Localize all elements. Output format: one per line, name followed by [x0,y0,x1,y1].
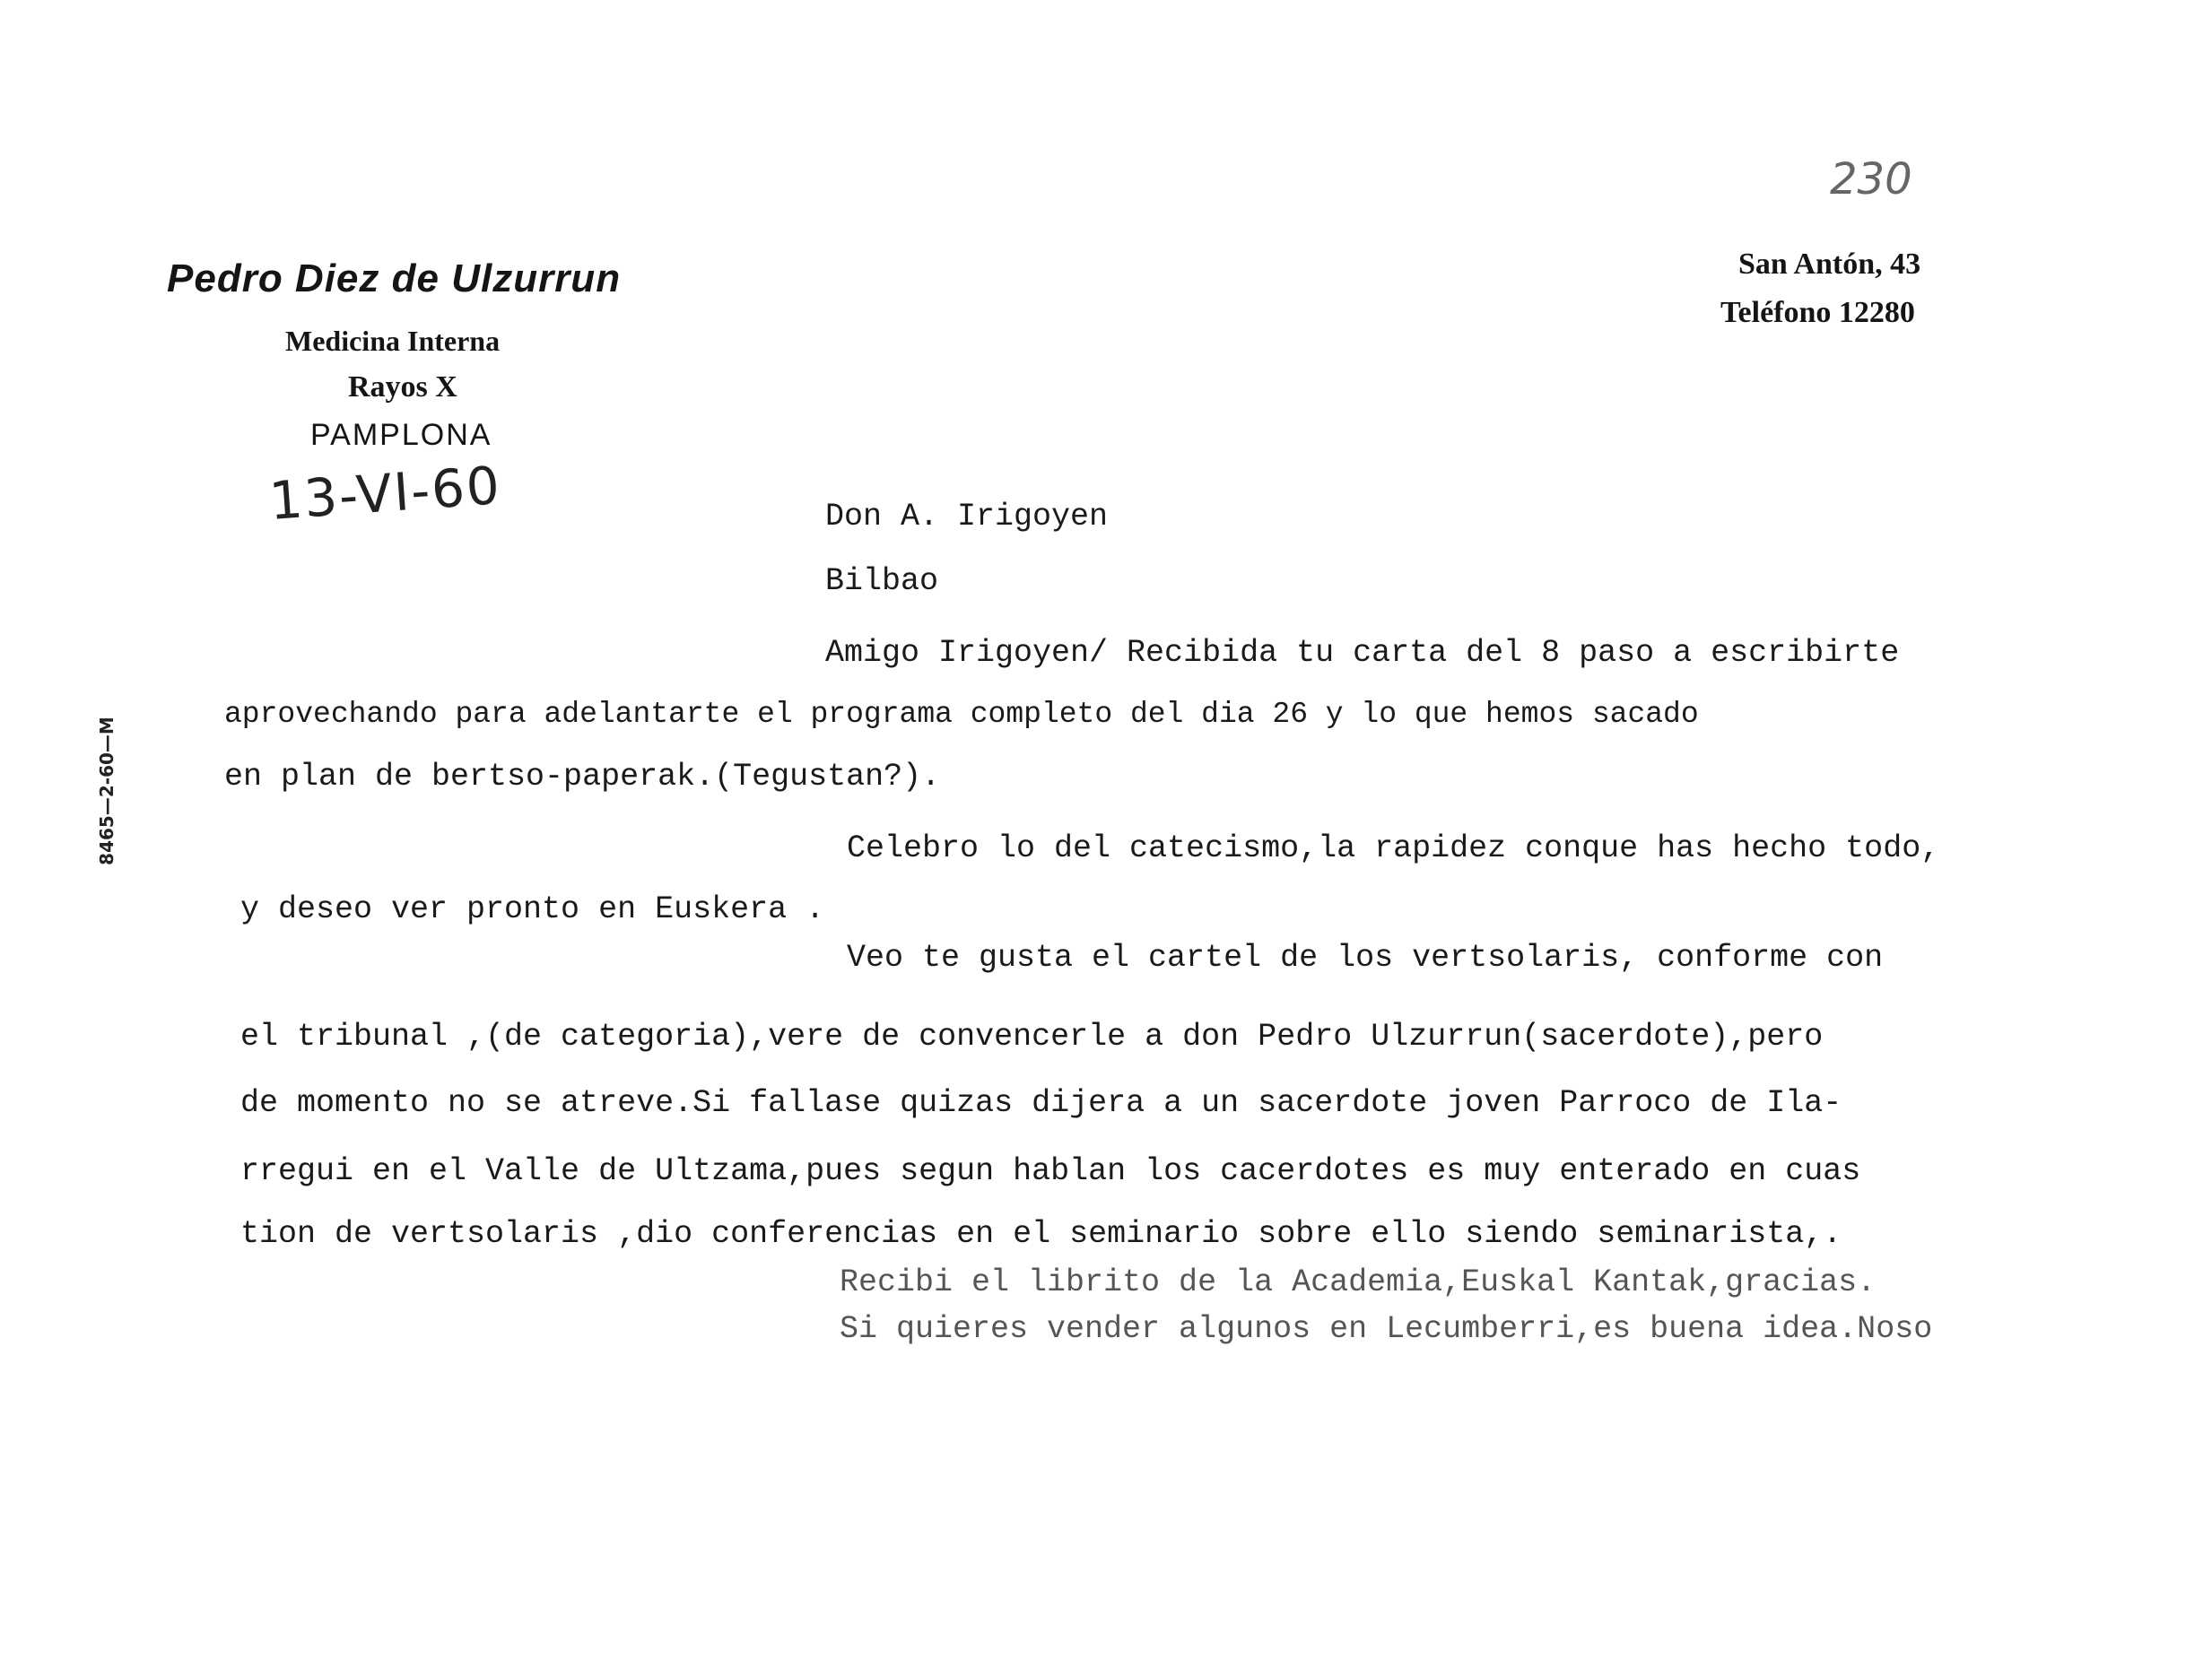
letterhead-city: PAMPLONA [310,418,492,452]
letter-line: tion de vertsolaris ,dio conferencias en el seminario sobre ello siendo seminarista,. [240,1216,1842,1252]
letterhead-address: San Antón, 43 [1738,248,1921,281]
letter-line: Veo te gusta el cartel de los vertsolaris, conforme con [847,940,1884,976]
letter-line: el tribunal ,(de categoria),vere de convencerle a don Pedro Ulzurrun(sacerdote),pero [240,1019,1824,1055]
letter-line: aprovechando para adelantarte el programa completo del dia 26 y lo que hemos sacado [224,698,1699,731]
handwritten-page-number: 230 [1830,154,1912,204]
letter-line: Amigo Irigoyen/ Recibida tu carta del 8 paso a escribirte [825,635,1900,671]
letter-line: y deseo ver pronto en Euskera . [240,891,825,927]
handwritten-date: 13-VI-60 [266,455,503,532]
letterhead-rayos: Rayos X [348,370,457,404]
letter-line: rregui en el Valle de Ultzama,pues segun hablan los cacerdotes es muy enterado en cuas [240,1153,1861,1189]
margin-archive-code: 8465—2-60—M [95,717,118,865]
letter-line: en plan de bertso-paperak.(Tegustan?). [224,759,941,795]
letterhead-name: Pedro Diez de Ulzurrun [167,256,622,300]
letter-line: Recibi el librito de la Academia,Euskal Kantak,gracias. [840,1264,1877,1300]
letterhead-specialty: Medicina Interna [285,325,501,357]
letterhead-phone: Teléfono 12280 [1720,296,1915,329]
letter-line: de momento no se atreve.Si fallase quizas dijera a un sacerdote joven Parroco de Ila- [240,1085,1842,1121]
letter-line: Celebro lo del catecismo,la rapidez conque has hecho todo, [847,830,1940,866]
letter-line: Si quieres vender algunos en Lecumberri,es buena idea.Noso [840,1311,1933,1347]
recipient-city: Bilbao [825,563,939,599]
recipient-name: Don A. Irigoyen [825,499,1109,534]
